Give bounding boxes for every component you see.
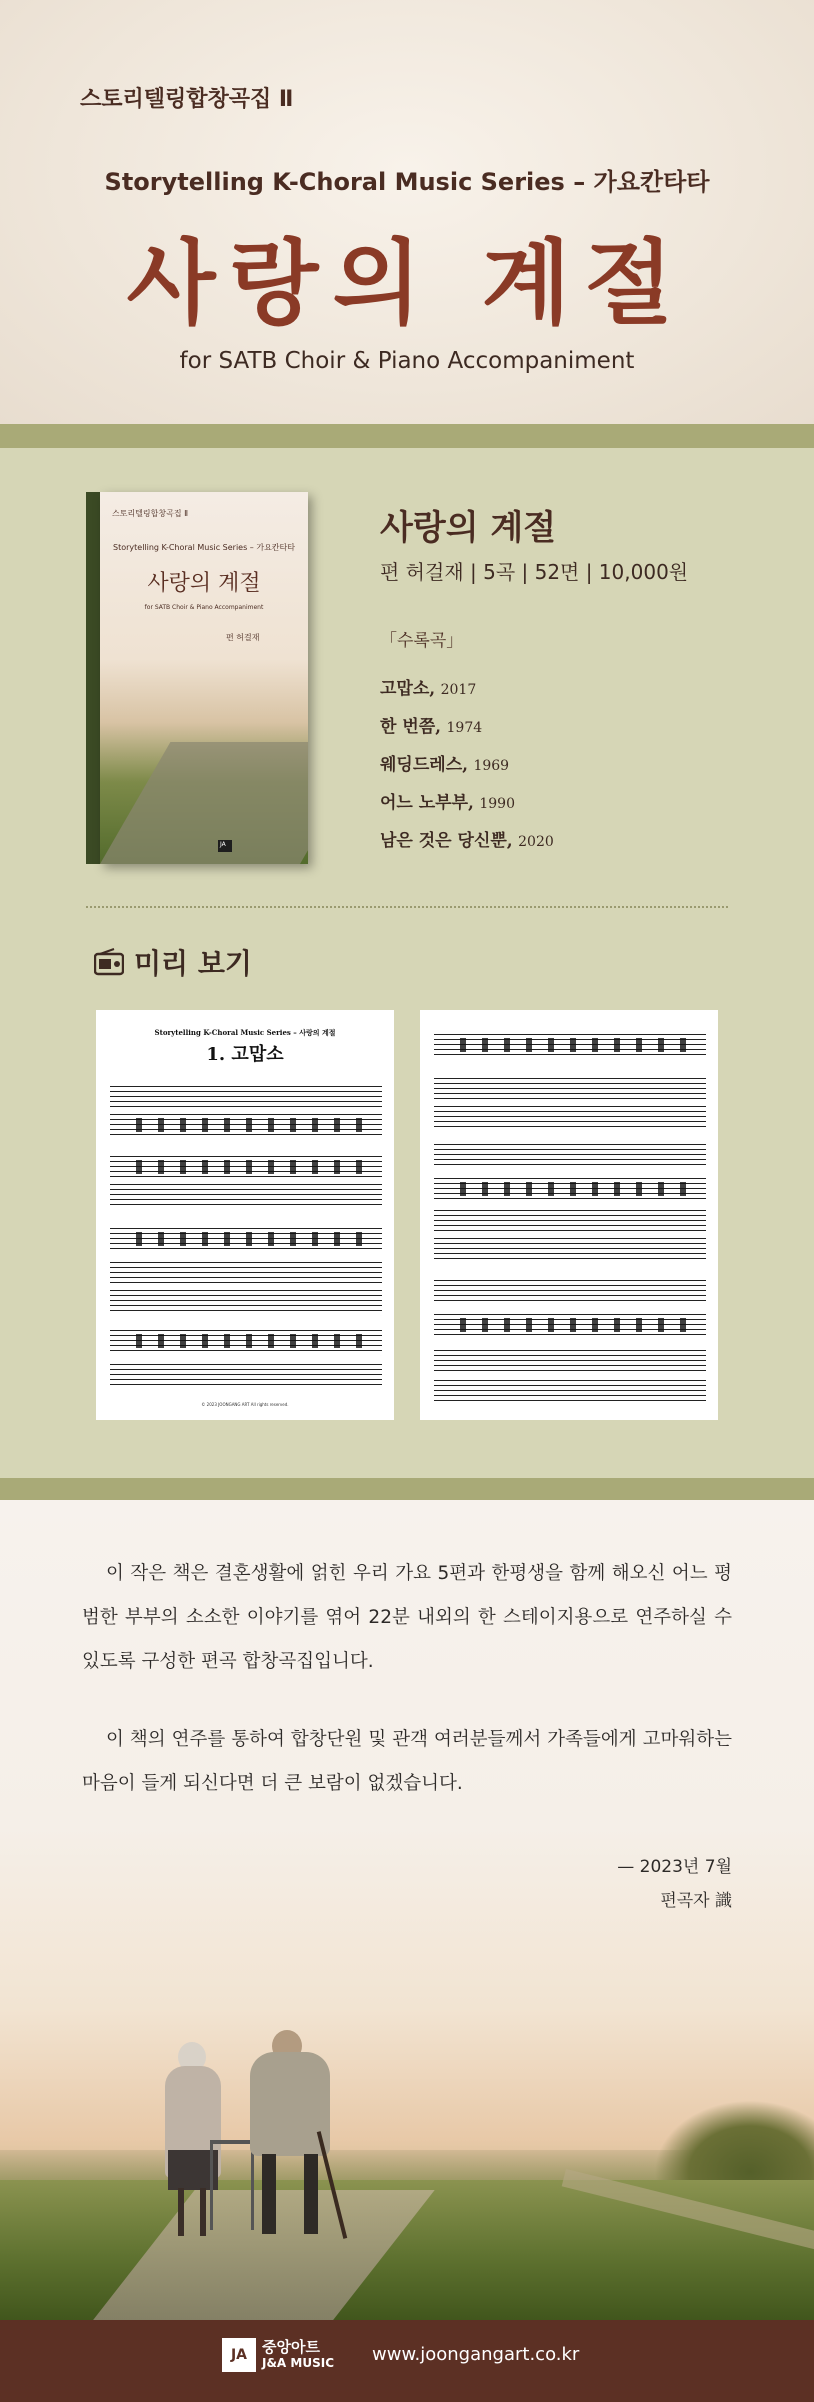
track-name: 웨딩드레스, xyxy=(380,755,469,775)
staff xyxy=(434,1350,706,1372)
notes xyxy=(136,1160,372,1174)
radio-icon xyxy=(94,948,124,976)
track-year: 2017 xyxy=(440,682,477,698)
book-meta: 편 허걸재 | 5곡 | 52면 | 10,000원 xyxy=(380,560,689,584)
staff xyxy=(110,1086,382,1108)
book-cover-title: 사랑의 계절 xyxy=(147,571,261,596)
book-cover-series: 스토리텔링합창곡집 Ⅱ xyxy=(112,509,189,518)
dotted-divider xyxy=(86,906,728,908)
scene-trees xyxy=(654,2100,814,2190)
book-cover-series-en: Storytelling K-Choral Music Series – 가요칸타타 xyxy=(113,543,295,552)
notes xyxy=(136,1232,372,1246)
staff xyxy=(434,1144,706,1166)
notes xyxy=(460,1182,696,1196)
notes xyxy=(136,1118,372,1132)
track-name: 남은 것은 당신뿐, xyxy=(380,831,513,851)
divider-band-top xyxy=(0,424,814,448)
track-name: 한 번쯤, xyxy=(380,717,442,737)
description-paragraph-1: 이 작은 책은 결혼생활에 얽힌 우리 가요 5편과 한평생을 함께 해오신 어느 평범한 부부의 소소한 이야기를 엮어 22분 내외의 한 스테이지용으로 연주하실 수 있도록 구성한 편곡 합창곡집입니다. xyxy=(82,1563,732,1672)
page-title: 사랑의 계절 xyxy=(126,229,688,337)
staff xyxy=(110,1290,382,1312)
track-item xyxy=(380,826,554,851)
book-cover-path-image xyxy=(100,742,308,864)
publisher-name-en: J&A MUSIC xyxy=(262,2356,334,2370)
series-label-ko: 스토리텔링합창곡집 Ⅱ xyxy=(80,87,294,112)
publisher-url-link[interactable]: www.joongangart.co.kr xyxy=(372,2344,580,2365)
score-preview-page-2[interactable] xyxy=(420,1010,718,1420)
notes xyxy=(460,1318,696,1332)
staff xyxy=(110,1184,382,1206)
book-cover-logo xyxy=(218,840,232,852)
book-cover-logo-text: JA xyxy=(220,841,226,848)
book-cover-subtitle: for SATB Choir & Piano Accompaniment xyxy=(144,604,264,611)
staff xyxy=(434,1210,706,1232)
track-item xyxy=(380,674,476,699)
staff xyxy=(434,1106,706,1128)
score-footer: © 2023 JOONGANG ART All rights reserved. xyxy=(201,1402,289,1407)
walker xyxy=(210,2140,254,2230)
staff xyxy=(110,1262,382,1284)
divider-band-bottom xyxy=(0,1478,814,1500)
staff xyxy=(110,1364,382,1386)
series-label-en: Storytelling K-Choral Music Series – 가요칸타타 xyxy=(104,168,710,196)
publisher-name-ko: 중앙아트 xyxy=(262,2338,320,2356)
track-name: 어느 노부부, xyxy=(380,793,474,813)
book-cover-author: 편 허걸재 xyxy=(226,633,260,642)
description-date: — 2023년 7월 xyxy=(617,1857,732,1877)
notes xyxy=(460,1038,696,1052)
staff xyxy=(434,1078,706,1100)
preview-title: 미리 보기 xyxy=(134,947,252,980)
track-year: 1974 xyxy=(446,720,483,736)
track-item xyxy=(380,750,509,775)
score-header: Storytelling K-Choral Music Series – 사랑의 계절 xyxy=(154,1028,336,1037)
track-name: 고맙소, xyxy=(380,679,436,699)
elderly-woman-legs xyxy=(178,2188,206,2236)
track-year: 2020 xyxy=(518,834,554,850)
elderly-man-legs xyxy=(262,2154,318,2234)
description-paragraph-2: 이 책의 연주를 통하여 합창단원 및 관객 여러분들께서 가족들에게 고마워하는 마음이 들게 되신다면 더 큰 보람이 없겠습니다. xyxy=(82,1729,732,1794)
page-subtitle: for SATB Choir & Piano Accompaniment xyxy=(179,348,635,374)
score-song-title: 1. 고맙소 xyxy=(206,1044,284,1065)
staff xyxy=(434,1238,706,1260)
book-cover xyxy=(86,492,308,864)
track-year: 1969 xyxy=(473,758,510,774)
description-signature: 편곡자 識 xyxy=(660,1891,732,1911)
book-title: 사랑의 계절 xyxy=(380,508,557,548)
score-preview-page-1[interactable] xyxy=(96,1010,394,1420)
track-item xyxy=(380,788,515,813)
staff xyxy=(434,1280,706,1302)
book-cover-front xyxy=(100,492,308,864)
track-item xyxy=(380,712,482,737)
staff xyxy=(434,1380,706,1402)
publisher-logo-mark: JA xyxy=(222,2338,256,2372)
tracks-heading: 「수록곡」 xyxy=(380,631,464,651)
notes xyxy=(136,1334,372,1348)
track-year: 1990 xyxy=(479,796,515,812)
book-spine xyxy=(86,492,100,864)
